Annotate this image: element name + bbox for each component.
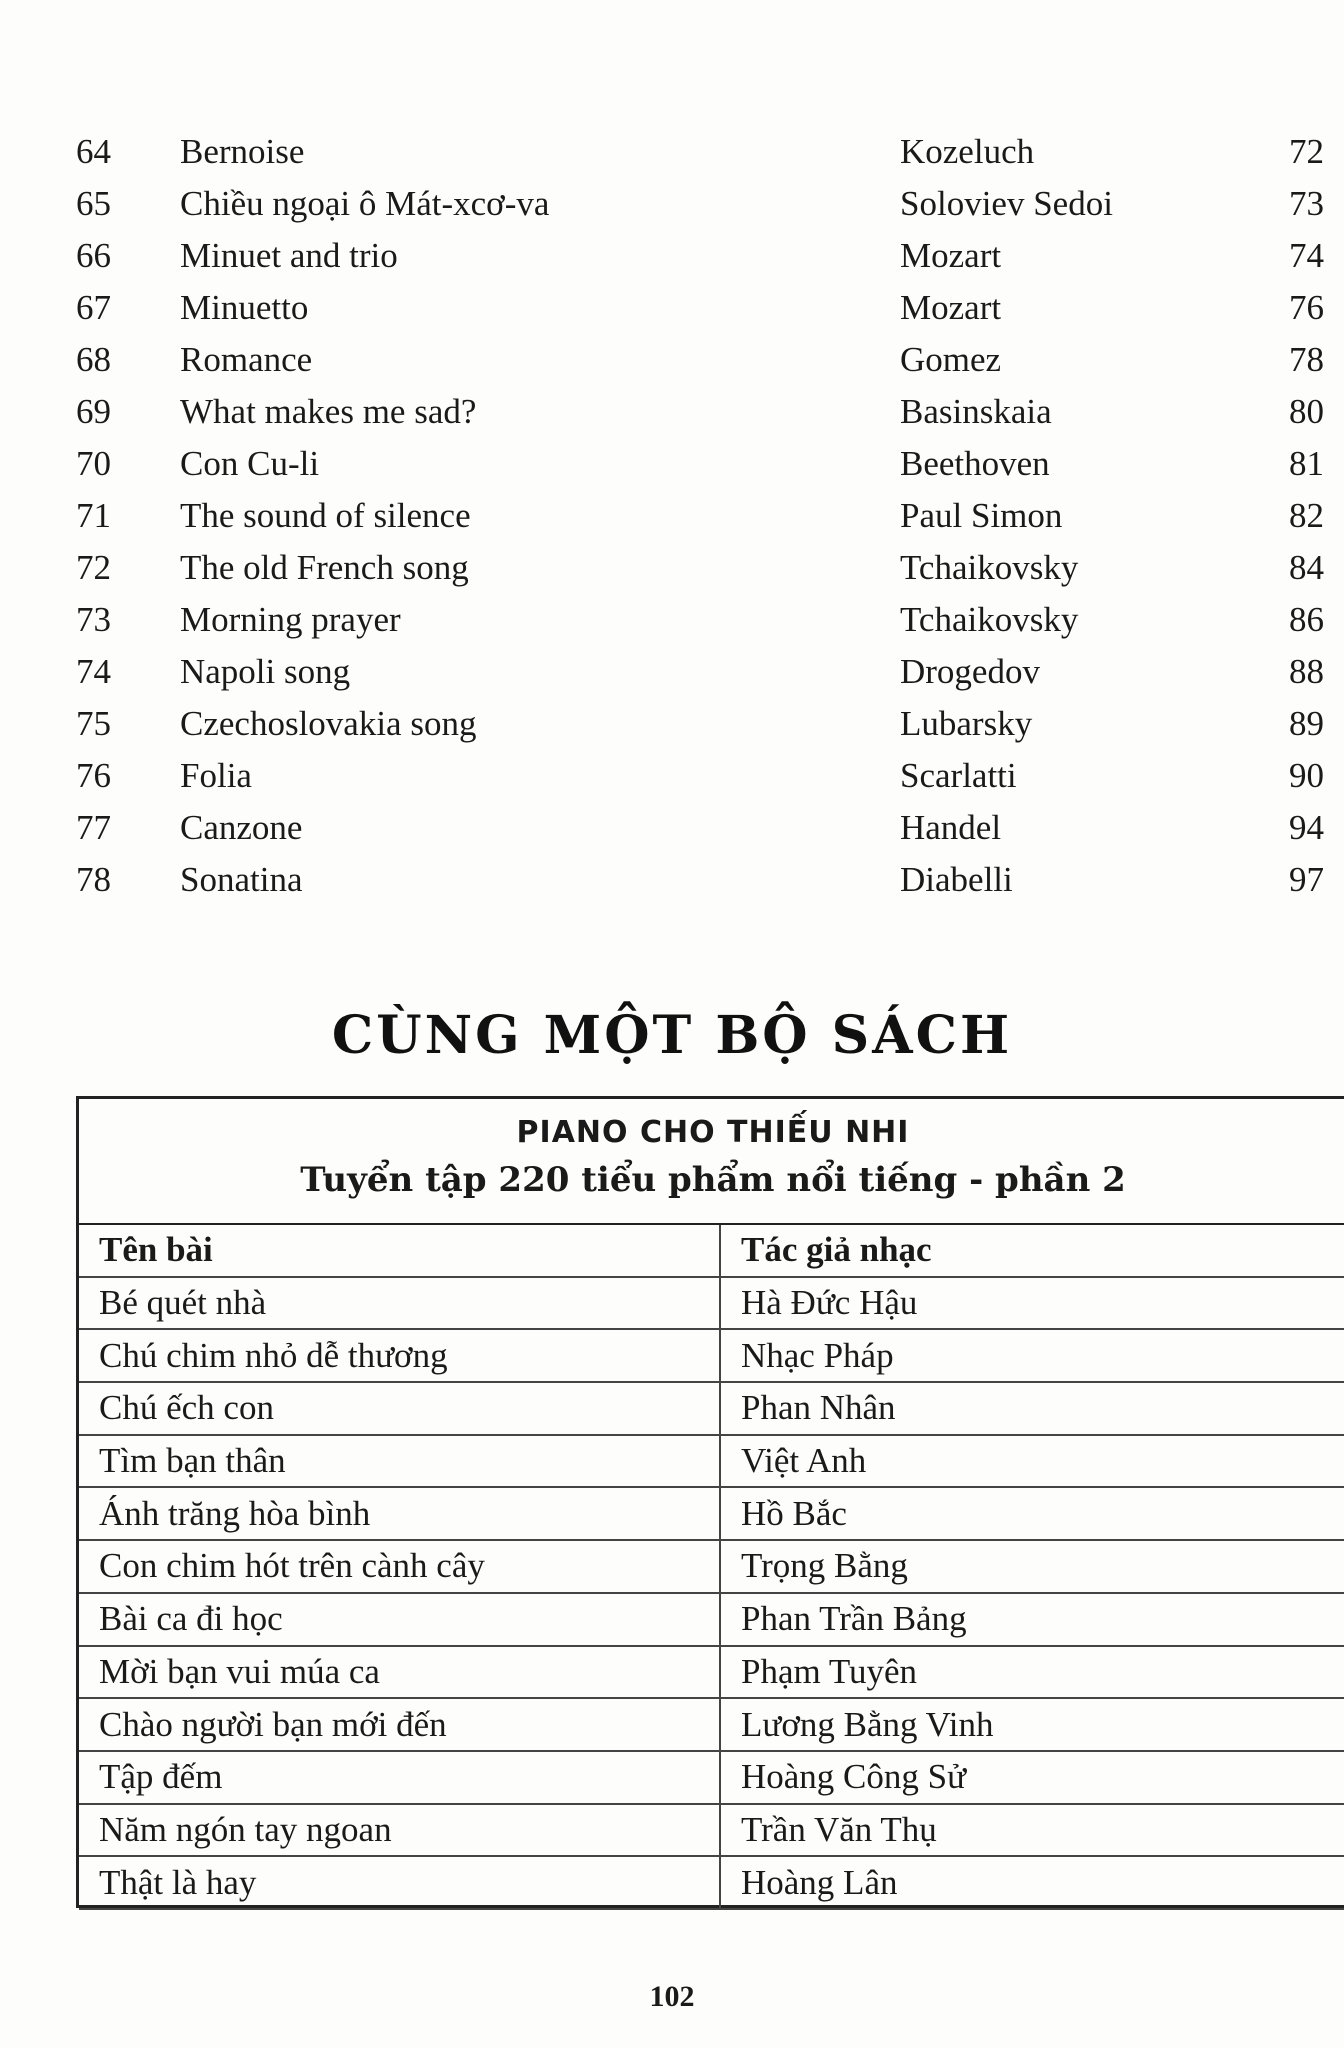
composer-cell: Phạm Tuyên xyxy=(720,1646,1344,1699)
composer-cell: Trần Văn Thụ xyxy=(720,1804,1344,1857)
page-number: 102 xyxy=(649,1980,695,2013)
toc-title: The sound of silence xyxy=(180,496,471,535)
table-row xyxy=(79,1487,1344,1540)
toc-row xyxy=(0,178,1344,230)
column-header-song: Tên bài xyxy=(79,1225,720,1277)
toc-composer: Paul Simon xyxy=(900,496,1063,535)
toc-row xyxy=(0,334,1344,386)
song-cell: Con chim hót trên cành cây xyxy=(79,1540,720,1593)
toc-composer: Beethoven xyxy=(900,444,1050,483)
table-header-row xyxy=(79,1225,1344,1277)
toc-page: 80 xyxy=(1289,392,1324,431)
song-cell: Chào người bạn mới đến xyxy=(79,1698,720,1751)
toc-title: Minuet and trio xyxy=(180,236,398,275)
song-cell: Chú ếch con xyxy=(79,1382,720,1435)
song-cell: Tìm bạn thân xyxy=(79,1435,720,1488)
toc-composer: Gomez xyxy=(900,340,1002,379)
toc-number: 68 xyxy=(76,340,111,379)
toc-title: Sonatina xyxy=(180,860,303,899)
series-table xyxy=(79,1225,1344,1910)
song-cell: Chú chim nhỏ dễ thương xyxy=(79,1329,720,1382)
toc-composer: Lubarsky xyxy=(900,704,1033,743)
toc-page: 94 xyxy=(1289,808,1324,847)
song-cell: Mời bạn vui múa ca xyxy=(79,1646,720,1699)
toc-composer: Mozart xyxy=(900,236,1002,275)
song-cell: Ánh trăng hòa bình xyxy=(79,1487,720,1540)
toc-row xyxy=(0,854,1344,906)
toc-number: 73 xyxy=(76,600,111,639)
toc-page: 82 xyxy=(1289,496,1324,535)
song-cell: Bài ca đi học xyxy=(79,1593,720,1646)
toc-row xyxy=(0,386,1344,438)
toc-number: 76 xyxy=(76,756,111,795)
toc-title: Minuetto xyxy=(180,288,309,327)
composer-cell: Nhạc Pháp xyxy=(720,1329,1344,1382)
toc-row xyxy=(0,542,1344,594)
table-row xyxy=(79,1593,1344,1646)
toc-row xyxy=(0,282,1344,334)
toc-title: Morning prayer xyxy=(180,600,401,639)
toc-number: 66 xyxy=(76,236,111,275)
toc-page: 86 xyxy=(1289,600,1324,639)
toc-row xyxy=(0,646,1344,698)
series-box-header xyxy=(79,1099,1344,1225)
composer-cell: Hoàng Lân xyxy=(720,1856,1344,1909)
toc-title: Canzone xyxy=(180,808,303,847)
toc-page: 88 xyxy=(1289,652,1324,691)
toc-number: 74 xyxy=(76,652,111,691)
toc-row xyxy=(0,126,1344,178)
series-title: PIANO CHO THIẾU NHI xyxy=(516,1115,910,1150)
toc-row xyxy=(0,438,1344,490)
song-cell: Tập đếm xyxy=(79,1751,720,1804)
toc-number: 70 xyxy=(76,444,111,483)
table-row xyxy=(79,1382,1344,1435)
toc-composer: Scarlatti xyxy=(900,756,1017,795)
toc-composer: Tchaikovsky xyxy=(900,548,1079,587)
song-cell: Thật là hay xyxy=(79,1856,720,1909)
toc-title: Napoli song xyxy=(180,652,351,691)
toc-composer: Drogedov xyxy=(900,652,1040,691)
composer-cell: Hà Đức Hậu xyxy=(720,1277,1344,1330)
toc-page: 72 xyxy=(1289,132,1324,171)
toc-composer: Handel xyxy=(900,808,1002,847)
toc-title: The old French song xyxy=(180,548,469,587)
toc-page: 84 xyxy=(1289,548,1324,587)
toc-composer: Basinskaia xyxy=(900,392,1052,431)
toc-composer: Soloviev Sedoi xyxy=(900,184,1113,223)
composer-cell: Hoàng Công Sử xyxy=(720,1751,1344,1804)
composer-cell: Phan Trần Bảng xyxy=(720,1593,1344,1646)
toc-title: Czechoslovakia song xyxy=(180,704,477,743)
toc-title: Con Cu-li xyxy=(180,444,320,483)
toc-number: 69 xyxy=(76,392,111,431)
song-cell: Bé quét nhà xyxy=(79,1277,720,1330)
composer-cell: Trọng Bằng xyxy=(720,1540,1344,1593)
toc-composer: Diabelli xyxy=(900,860,1013,899)
toc-composer: Tchaikovsky xyxy=(900,600,1079,639)
toc-number: 75 xyxy=(76,704,111,743)
song-cell: Năm ngón tay ngoan xyxy=(79,1804,720,1857)
toc-row xyxy=(0,750,1344,802)
section-heading: CÙNG MỘT BỘ SÁCH xyxy=(331,1005,1013,1066)
toc-title: Romance xyxy=(180,340,313,379)
toc-number: 77 xyxy=(76,808,111,847)
toc-number: 71 xyxy=(76,496,111,535)
toc-page: 73 xyxy=(1289,184,1324,223)
composer-cell: Hồ Bắc xyxy=(720,1487,1344,1540)
composer-cell: Lương Bằng Vinh xyxy=(720,1698,1344,1751)
toc-row xyxy=(0,490,1344,542)
toc-page: 74 xyxy=(1289,236,1324,275)
table-row xyxy=(79,1277,1344,1330)
table-row xyxy=(79,1646,1344,1699)
table-row xyxy=(79,1751,1344,1804)
toc-page: 76 xyxy=(1289,288,1324,327)
table-row xyxy=(79,1435,1344,1488)
toc-row xyxy=(0,594,1344,646)
toc-composer: Kozeluch xyxy=(900,132,1035,171)
table-row xyxy=(79,1540,1344,1593)
toc-page: 78 xyxy=(1289,340,1324,379)
toc-row xyxy=(0,802,1344,854)
toc-page: 81 xyxy=(1289,444,1324,483)
toc-title: What makes me sad? xyxy=(180,392,477,431)
toc-page: 89 xyxy=(1289,704,1324,743)
toc-number: 78 xyxy=(76,860,111,899)
composer-cell: Việt Anh xyxy=(720,1435,1344,1488)
toc-number: 65 xyxy=(76,184,111,223)
toc-page: 90 xyxy=(1289,756,1324,795)
table-row xyxy=(79,1698,1344,1751)
toc-number: 72 xyxy=(76,548,111,587)
toc-page: 97 xyxy=(1289,860,1324,899)
toc-title: Bernoise xyxy=(180,132,305,171)
column-header-composer: Tác giả nhạc xyxy=(720,1225,1344,1277)
series-subtitle: Tuyển tập 220 tiểu phẩm nổi tiếng - phần 2 xyxy=(300,1160,1126,1200)
toc-composer: Mozart xyxy=(900,288,1002,327)
toc-title: Chiều ngoại ô Mát-xcơ-va xyxy=(180,184,550,223)
toc-number: 64 xyxy=(76,132,111,171)
table-row xyxy=(79,1856,1344,1909)
table-row xyxy=(79,1329,1344,1382)
toc-row xyxy=(0,698,1344,750)
toc-number: 67 xyxy=(76,288,111,327)
toc-row xyxy=(0,230,1344,282)
series-box xyxy=(76,1096,1344,1908)
composer-cell: Phan Nhân xyxy=(720,1382,1344,1435)
toc-title: Folia xyxy=(180,756,252,795)
table-row xyxy=(79,1804,1344,1857)
